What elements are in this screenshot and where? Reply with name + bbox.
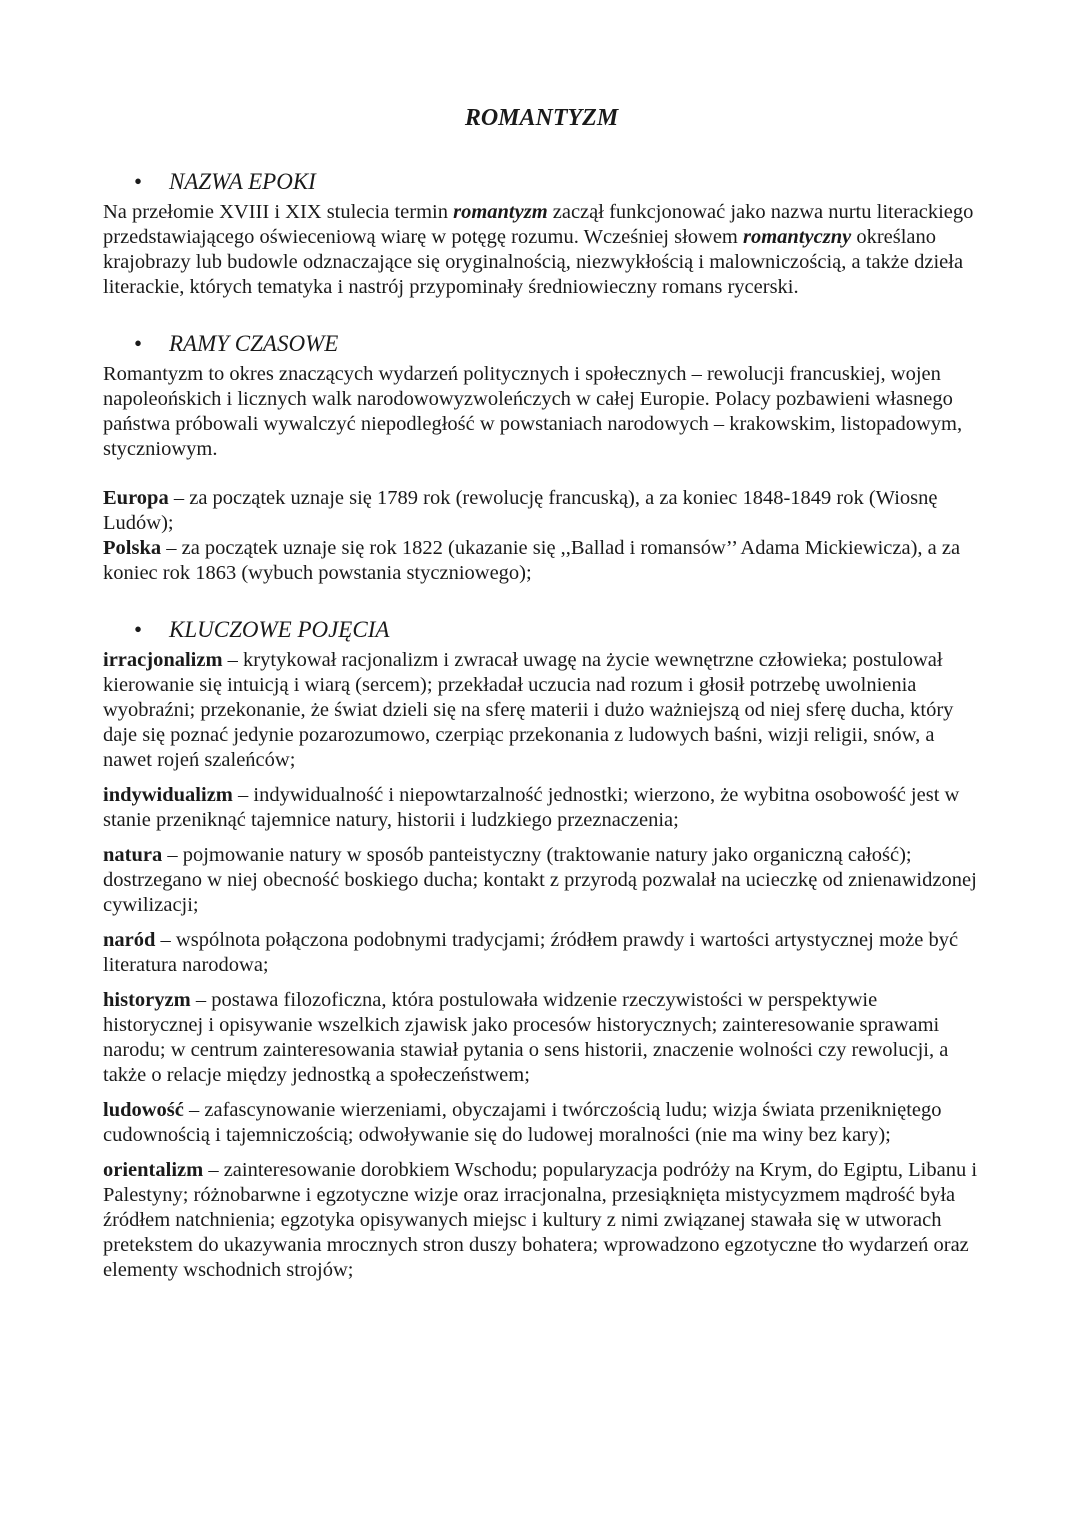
definition-text: – krytykował racjonalizm i zwracał uwagę na życie wewnętrzne człowieka; postulował kierowanie się intuicją i wiarą (sercem); przekładał uczucia nad rozum i głosił potrzebę uwolnienia wyobraźni; przekonanie, że świat dzieli się na sferę materii i dużo ważniejszą od niej sferę ducha, który daje się poznać jedynie pozarozumowo, czerpiąc przekonania z ludowych baśni, wizji religii, snów, a nawet rojeń szaleńców;: [103, 649, 954, 771]
definition-item: [103, 1158, 980, 1283]
text-run: – za początek uznaje się 1789 rok (rewolucję francuską), a za koniec 1848-1849 rok (Wiosnę Ludów);: [103, 487, 938, 534]
definition-item: [103, 1098, 980, 1148]
bullet-icon: •: [134, 617, 143, 642]
definition-item: [103, 928, 980, 978]
term-polska: Polska: [103, 537, 162, 559]
definition-term: natura: [103, 844, 163, 866]
definition-term: orientalizm: [103, 1159, 204, 1181]
definition-item: [103, 648, 980, 773]
paragraph-polska: [103, 536, 980, 586]
text-run: zaczął funkcjonować jako nazwa nurtu literackiego przedstawiającego oświeceniową wiarę w potęgę rozumu. Wcześniej słowem: [103, 201, 974, 248]
section-heading-label: KLUCZOWE POJĘCIA: [169, 617, 390, 642]
paragraph-europa: [103, 486, 980, 536]
definition-text: – indywidualność i niepowtarzalność jednostki; wierzono, że wybitna osobowość jest w stanie przeniknąć tajemnice natury, historii i ludzkiego przeznaczenia;: [103, 784, 960, 831]
definition-term: naród: [103, 929, 156, 951]
definition-term: historyzm: [103, 989, 191, 1011]
text-run: – za początek uznaje się rok 1822 (ukazanie się ,,Ballad i romansów’’ Adama Mickiewicza), a za koniec rok 1863 (wybuch powstania styczniowego);: [103, 537, 961, 584]
definition-term: ludowość: [103, 1099, 184, 1121]
definition-term: irracjonalizm: [103, 649, 223, 671]
definition-text: – zainteresowanie dorobkiem Wschodu; popularyzacja podróży na Krym, do Egiptu, Libanu i Palestyny; różnobarwne i egzotyczne wizje oraz irracjonalna, przesiąknięta mistycyzmem mądrość była źródłem natchnienia; egzotyka opisywanych miejsc i kultury z nimi związanej stawała się w utworach pretekstem do ukazywania mrocznych stron duszy bohatera; wprowadzono egzotyczne tło wydarzeń oraz elementy wschodnich strojów;: [103, 1159, 978, 1281]
section-heading-nazwa-epoki: [103, 168, 980, 196]
definition-text: – wspólnota połączona podobnymi tradycjami; źródłem prawdy i wartości artystycznej może być literatura narodowa;: [103, 929, 959, 976]
section-heading-label: NAZWA EPOKI: [169, 169, 316, 194]
definition-item: [103, 843, 980, 918]
definition-text: – pojmowanie natury w sposób panteistyczny (traktowanie natury jako organiczną całość); dostrzegano w niej obecność boskiego ducha; kontakt z przyrodą pozwalał na ucieczkę od znienawidzonej cywilizacji;: [103, 844, 977, 916]
section-heading-ramy-czasowe: [103, 330, 980, 358]
bullet-icon: •: [134, 331, 143, 356]
term-romantyzm: romantyzm: [453, 201, 548, 223]
section-heading-kluczowe-pojecia: [103, 616, 980, 644]
section-heading-label: RAMY CZASOWE: [169, 331, 339, 356]
definition-text: – postawa filozoficzna, która postulowała widzenie rzeczywistości w perspektywie historycznej i opisywanie wszelkich zjawisk jako procesów historycznych; zainteresowanie sprawami narodu; w centrum zainteresowania stawiał pytania o sens historii, znaczenie wolności czy rewolucji, a także o relacje między jednostką a społeczeństwem;: [103, 989, 949, 1086]
paragraph-ramy-czasowe: Romantyzm to okres znaczących wydarzeń politycznych i społecznych – rewolucji francuskiej, wojen napoleońskich i licznych walk narodowowyzwoleńczych w całej Europie. Polacy pozbawieni własnego państwa próbowali wywalczyć niepodległość w powstaniach narodowych – krakowskim, listopadowym, styczniowym.: [103, 363, 963, 460]
definition-text: – zafascynowanie wierzeniami, obyczajami i twórczością ludu; wizja świata przenikniętego cudownością i tajemniczością; odwoływanie się do ludowej moralności (nie ma winy bez kary);: [103, 1099, 942, 1146]
term-romantyczny: romantyczny: [743, 226, 852, 248]
paragraph-nazwa-epoki: [103, 200, 980, 300]
term-europa: Europa: [103, 487, 169, 509]
bullet-icon: •: [134, 169, 143, 194]
definition-term: indywidualizm: [103, 784, 233, 806]
text-run: określano krajobrazy lub budowle odznaczające się oryginalnością, niezwykłością i malowniczością, a także dzieła literackie, których tematyka i nastrój przypominały średniowieczny romans rycerski.: [103, 226, 964, 298]
definition-item: [103, 988, 980, 1088]
definition-item: [103, 783, 980, 833]
text-run: Na przełomie XVIII i XIX stulecia termin: [103, 201, 454, 223]
page-title: ROMANTYZM: [464, 105, 619, 131]
